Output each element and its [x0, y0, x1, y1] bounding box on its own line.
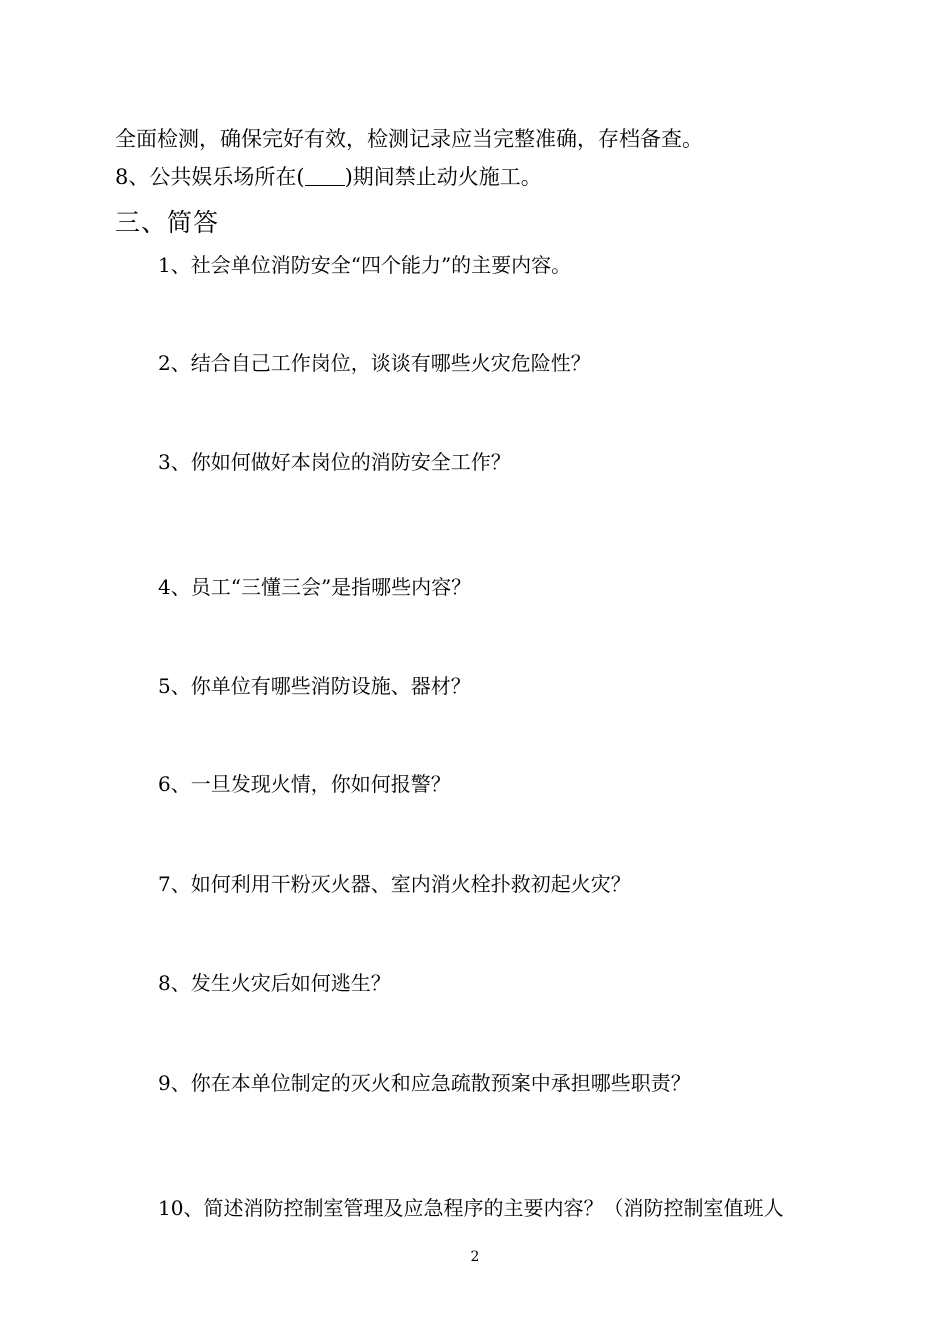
question-3: 3、你如何做好本岗位的消防安全工作？ — [158, 450, 511, 474]
question-1: 1、社会单位消防安全“四个能力”的主要内容。 — [158, 253, 572, 277]
question-5: 5、你单位有哪些消防设施、器材？ — [158, 674, 471, 698]
question-7: 7、如何利用干粉灭火器、室内消火栓扑救初起火灾？ — [158, 872, 631, 896]
page-number: 2 — [470, 1249, 480, 1265]
item-8-text-before: 8、公共娱乐场所在( — [115, 165, 305, 189]
answer-blank[interactable] — [305, 167, 345, 186]
question-9: 9、你在本单位制定的灭火和应急疏散预案中承担哪些职责？ — [158, 1071, 691, 1095]
section-title: 三、简答 — [115, 208, 220, 237]
question-2: 2、结合自己工作岗位，谈谈有哪些火灾危险性？ — [158, 351, 591, 375]
question-8: 8、发生火灾后如何逃生？ — [158, 971, 391, 995]
fill-in-item-8 — [115, 164, 542, 190]
item-8-text-after: )期间禁止动火施工。 — [344, 165, 542, 189]
continuation-text: 全面检测，确保完好有效，检测记录应当完整准确，存档备查。 — [115, 127, 703, 151]
question-4: 4、员工“三懂三会”是指哪些内容？ — [158, 575, 472, 599]
question-10: 10、简述消防控制室管理及应急程序的主要内容？（消防控制室值班人 — [158, 1196, 784, 1220]
question-6: 6、一旦发现火情，你如何报警？ — [158, 772, 451, 796]
